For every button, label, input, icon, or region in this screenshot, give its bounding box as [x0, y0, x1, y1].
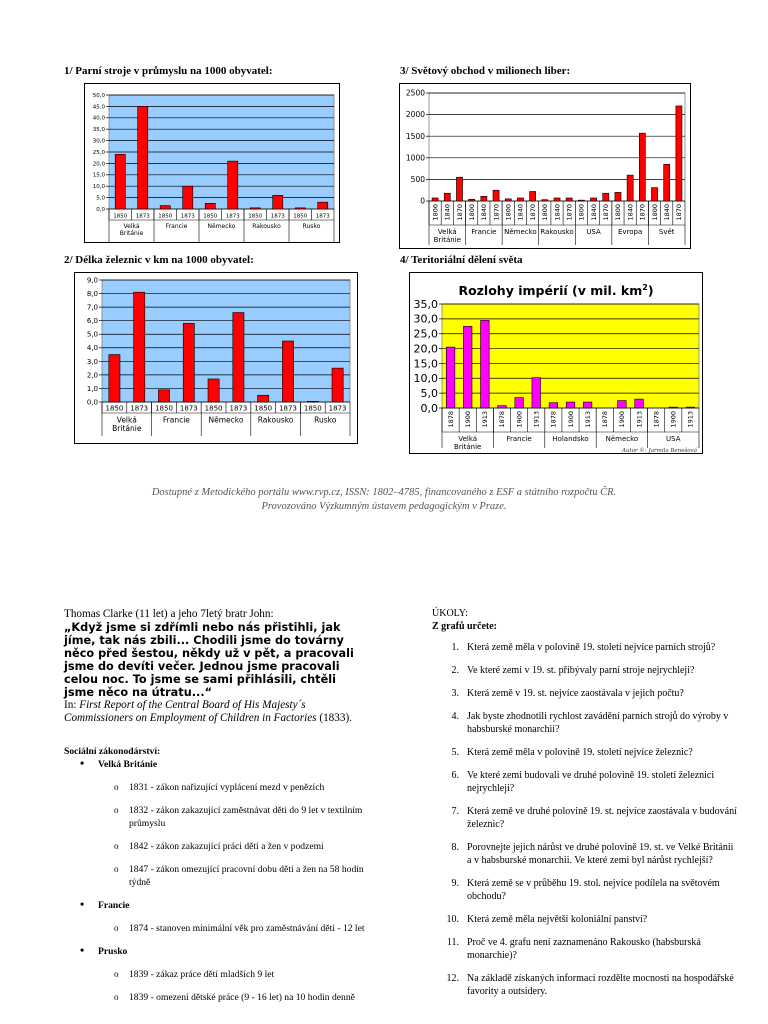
y-tick-label: 0 — [420, 196, 425, 206]
task-text: Jak byste zhodnotili rychlost zavádění parních strojů do výroby v habsburské monarchii? — [467, 711, 729, 735]
task-text: Která země měla v polovině 19. století nejvíce parních strojů? — [467, 642, 716, 653]
group-label: Francie — [162, 415, 190, 425]
x-tick-label: 1840 — [626, 204, 635, 221]
bar — [205, 203, 215, 209]
bar — [208, 379, 219, 402]
x-tick-label: 1873 — [328, 404, 347, 413]
y-tick-label: 8,0 — [86, 290, 98, 299]
empires-chart — [409, 272, 703, 454]
world-trade-chart — [399, 83, 691, 249]
x-tick-label: 1840 — [480, 204, 489, 221]
bar — [669, 407, 678, 408]
x-tick-label: 1913 — [686, 411, 695, 428]
group-label: Británie — [433, 236, 461, 244]
y-tick-label: 4,0 — [86, 344, 98, 353]
x-tick-label: 1873 — [315, 213, 330, 220]
task-number: 9. — [451, 878, 459, 889]
task-item — [432, 746, 740, 759]
chart-author: Autor ©: Jarmila Benešová — [621, 448, 697, 454]
bar — [183, 186, 193, 209]
task-text: Proč ve 4. grafu není zaznamenáno Rakousko (habsburská monarchie)? — [467, 937, 701, 961]
x-tick-label: 1870 — [455, 204, 464, 221]
x-tick-label: 1878 — [652, 411, 661, 428]
y-tick-label: 35,0 — [413, 297, 438, 311]
y-tick-label: 2000 — [405, 110, 425, 120]
x-tick-label: 1873 — [130, 404, 149, 413]
task-item — [432, 841, 740, 867]
chart-title-end: ) — [647, 283, 654, 298]
group-label: Rusko — [302, 223, 321, 230]
y-tick-label: 25,0 — [413, 327, 438, 341]
group-label: Německo — [605, 435, 639, 443]
bar — [160, 206, 170, 209]
group-label: USA — [586, 228, 601, 236]
y-tick-label: 10,0 — [92, 184, 105, 191]
country-great-britain: • Velká Británie — [80, 758, 429, 771]
x-tick-label: 1878 — [601, 411, 610, 428]
task-item — [432, 664, 740, 677]
bar — [481, 196, 487, 201]
railways-chart — [74, 272, 358, 444]
empires-chart-svg — [409, 272, 703, 454]
group-label: Rakousko — [257, 415, 294, 425]
x-tick-label: 1873 — [225, 213, 240, 220]
group-label: Svět — [658, 228, 675, 236]
task-number: 4. — [451, 711, 459, 722]
x-tick-label: 1913 — [635, 411, 644, 428]
bar — [664, 164, 670, 201]
bar — [639, 133, 645, 201]
bar — [233, 313, 244, 402]
steam-engines-chart-svg — [84, 83, 340, 243]
x-tick-label: 1800 — [504, 204, 513, 221]
x-tick-label: 1870 — [602, 204, 611, 221]
bar — [549, 403, 558, 408]
x-tick-label: 1850 — [105, 404, 124, 413]
x-tick-label: 1850 — [155, 404, 173, 413]
task-item — [432, 641, 740, 654]
bar — [566, 402, 575, 408]
laws-heading: Sociální zákonodárství: — [64, 746, 161, 757]
x-tick-label: 1878 — [446, 411, 455, 428]
task-number: 11. — [446, 937, 459, 948]
y-tick-label: 40,0 — [92, 115, 105, 122]
bar — [332, 368, 343, 402]
group-label: Německo — [504, 228, 537, 236]
bar — [258, 395, 269, 402]
task-text: Která země ve druhé polovině 19. st. nejvíce zaostávala v budování železnic? — [467, 806, 737, 830]
task-text: Která země měla největší koloniální panství? — [467, 914, 648, 925]
group-label: Velká — [437, 228, 457, 236]
task-text: Která země v 19. st. nejvíce zaostávala v jejich počtu? — [467, 688, 684, 699]
task-text: Porovnejte jejich nárůst ve druhé polovině 19. st. ve Velké Británii a v habsburské monarchii. Ve které zemi byl nárůst rychlejší? — [467, 842, 734, 866]
y-tick-label: 0,0 — [86, 398, 98, 407]
task-text: Ve které zemi v 19. st. přibývaly parní stroje nejrychleji? — [467, 665, 695, 676]
x-tick-label: 1800 — [650, 204, 659, 221]
group-label: Británie — [119, 230, 144, 237]
task-number: 3. — [451, 688, 459, 699]
y-tick-label: 3,0 — [86, 357, 98, 366]
law-item: o 1831 - zákon nařizující vyplácení mezd v penězích — [64, 781, 369, 794]
law-item: o 1842 - zákon zakazující práci dětí a žen v podzemí — [64, 840, 369, 853]
x-tick-label: 1913 — [532, 411, 541, 428]
group-label: USA — [666, 435, 681, 443]
law-item: o 1847 - zákon omezující pracovní dobu dětí a žen na 58 hodin týdně — [64, 863, 369, 889]
law-item: o 1839 - omezení dětské práce (9 - 16 let) na 10 hodin denně — [64, 991, 429, 1004]
group-label: Francie — [165, 223, 188, 230]
y-tick-label: 20,0 — [413, 342, 438, 356]
x-tick-label: 1873 — [135, 213, 150, 220]
group-label: Rusko — [314, 415, 337, 425]
group-label: Francie — [506, 435, 532, 443]
bar — [651, 188, 657, 201]
y-tick-label: 45,0 — [92, 104, 105, 111]
task-number: 12. — [446, 973, 459, 984]
group-label: Francie — [471, 228, 497, 236]
group-label: Velká — [458, 435, 478, 443]
task-number: 10. — [446, 914, 459, 925]
bar — [295, 208, 305, 209]
bar — [282, 341, 293, 402]
bar — [686, 407, 695, 408]
x-tick-label: 1900 — [515, 411, 524, 428]
task-item — [432, 913, 740, 926]
x-tick-label: 1850 — [203, 213, 218, 220]
task-list — [432, 641, 740, 998]
task-text: Která země se v průběhu 19. stol. nejvíce podílela na světovém obchodu? — [467, 878, 720, 902]
x-tick-label: 1800 — [614, 204, 623, 221]
group-label: Evropa — [617, 228, 643, 236]
task-text: Na základě získaných informací rozdělte mocnosti na hospodářské favority a outsidery. — [467, 973, 734, 997]
footer-line-2: Provozováno Výzkumným ústavem pedagogickým v Praze. — [261, 501, 507, 512]
task-item — [432, 972, 740, 998]
bar — [109, 355, 120, 402]
bar — [183, 323, 194, 402]
y-tick-label: 1000 — [405, 153, 425, 163]
y-tick-label: 9,0 — [86, 276, 98, 285]
bar — [615, 192, 621, 201]
bar — [566, 198, 572, 201]
task-text: Která země měla v polovině 19. století nejvíce železnic? — [467, 747, 693, 758]
task-number: 2. — [451, 665, 459, 676]
x-tick-label: 1900 — [463, 411, 472, 428]
bar — [627, 175, 633, 201]
y-tick-label: 35,0 — [92, 127, 105, 134]
tasks-subheading: Z grafů určete: — [432, 621, 497, 632]
task-text: Ve které zemi budovali ve druhé polovině 19. století železnici nejrychleji? — [467, 770, 715, 794]
bar — [618, 401, 627, 408]
bar — [517, 198, 523, 201]
y-tick-label: 500 — [410, 175, 425, 185]
group-label: Británie — [454, 443, 482, 451]
bar — [456, 177, 462, 201]
x-tick-label: 1878 — [549, 411, 558, 428]
group-label: Velká — [123, 223, 140, 230]
y-tick-label: 7,0 — [86, 303, 98, 312]
bar — [591, 198, 597, 201]
bar — [603, 193, 609, 201]
y-tick-label: 1500 — [405, 131, 425, 141]
bar — [158, 390, 169, 402]
x-tick-label: 1873 — [229, 404, 248, 413]
x-tick-label: 1850 — [158, 213, 173, 220]
bar — [138, 106, 148, 209]
x-tick-label: 1913 — [481, 411, 490, 428]
chart-3-heading: 3/ Světový obchod v milionech liber: — [400, 65, 571, 77]
footer-line-1: Dostupné z Metodického portálu www.rvp.cz, ISSN: 1802–4785, financovaného z ESF a státního rozpočtu ČR. — [151, 487, 617, 498]
y-tick-label: 1,0 — [86, 384, 98, 393]
y-tick-label: 2500 — [405, 88, 425, 98]
bar — [554, 198, 560, 201]
y-tick-label: 5,0 — [420, 386, 438, 400]
x-tick-label: 1840 — [516, 204, 525, 221]
source-year: (1833). — [316, 712, 352, 724]
bar — [307, 401, 318, 402]
task-item — [432, 877, 740, 903]
x-tick-label: 1850 — [113, 213, 128, 220]
bar — [273, 195, 283, 209]
bar — [542, 200, 548, 201]
x-tick-label: 1850 — [254, 404, 273, 413]
country-prussia: • Prusko — [80, 945, 429, 958]
plot-area — [429, 93, 685, 201]
bar — [505, 199, 511, 201]
bar — [498, 406, 507, 408]
y-tick-label: 30,0 — [413, 312, 438, 326]
bar — [530, 191, 536, 201]
x-tick-label: 1870 — [675, 204, 684, 221]
bar — [444, 193, 450, 201]
task-item — [432, 936, 740, 962]
x-tick-label: 1840 — [589, 204, 598, 221]
y-tick-label: 50,0 — [92, 92, 105, 99]
group-label: Rakousko — [252, 223, 281, 230]
task-number: 7. — [451, 806, 459, 817]
x-tick-label: 1850 — [204, 404, 223, 413]
chart-title — [458, 283, 653, 298]
x-tick-label: 1900 — [618, 411, 627, 428]
chart-title-text: Rozlohy impérií (v mil. km — [458, 283, 643, 298]
source-prefix: In: — [64, 699, 80, 711]
x-tick-label: 1878 — [498, 411, 507, 428]
x-tick-label: 1800 — [431, 204, 440, 221]
bar — [469, 199, 475, 201]
x-tick-label: 1913 — [583, 411, 592, 428]
x-tick-label: 1800 — [541, 204, 550, 221]
bar — [250, 208, 260, 209]
bar — [228, 161, 238, 209]
bar — [493, 190, 499, 201]
x-tick-label: 1873 — [179, 404, 198, 413]
tasks-heading: ÚKOLY: — [432, 608, 468, 619]
story-source — [64, 699, 364, 725]
group-label: Německo — [207, 223, 236, 230]
x-tick-label: 1870 — [492, 204, 501, 221]
y-tick-label: 15,0 — [413, 357, 438, 371]
x-tick-label: 1840 — [443, 204, 452, 221]
task-number: 5. — [451, 747, 459, 758]
bar — [446, 347, 455, 408]
law-item: o 1874 - stanoven minimální věk pro zaměstnávání dětí - 12 let — [64, 922, 369, 935]
story-intro: Thomas Clarke (11 let) a jeho 7letý bratr John: — [64, 608, 274, 620]
x-tick-label: 1873 — [279, 404, 297, 413]
task-item — [432, 805, 740, 831]
x-tick-label: 1873 — [270, 213, 285, 220]
chart-2-heading: 2/ Délka železnic v km na 1000 obyvatel: — [64, 254, 254, 266]
y-tick-label: 15,0 — [92, 172, 105, 179]
y-tick-label: 5,0 — [86, 330, 98, 339]
task-item — [432, 710, 740, 736]
task-number: 8. — [451, 842, 459, 853]
x-tick-label: 1870 — [565, 204, 574, 221]
y-tick-label: 30,0 — [92, 138, 105, 145]
bar — [676, 106, 682, 201]
group-label: Holandsko — [552, 435, 589, 443]
railways-chart-svg — [74, 272, 358, 444]
task-number: 1. — [451, 642, 459, 653]
x-tick-label: 1800 — [467, 204, 476, 221]
bar — [515, 398, 524, 408]
bar — [134, 292, 145, 402]
portal-footer — [0, 486, 768, 514]
y-tick-label: 0,0 — [96, 206, 105, 213]
chart-title-sup: 2 — [642, 283, 648, 292]
bar — [635, 399, 644, 408]
x-tick-label: 1870 — [528, 204, 537, 221]
bar — [578, 200, 584, 201]
task-item — [432, 769, 740, 795]
x-tick-label: 1873 — [180, 213, 195, 220]
x-tick-label: 1900 — [669, 411, 678, 428]
social-laws-section — [64, 745, 429, 1004]
x-tick-label: 1840 — [662, 204, 671, 221]
bar — [583, 402, 592, 408]
law-item: o 1832 - zákon zakazující zaměstnávat děti do 9 let v textilním průmyslu — [64, 804, 369, 830]
chart-1-heading: 1/ Parní stroje v průmyslu na 1000 obyvatel: — [64, 65, 273, 77]
x-tick-label: 1900 — [566, 411, 575, 428]
x-tick-label: 1800 — [577, 204, 586, 221]
group-label: Británie — [112, 424, 142, 433]
law-item: o 1839 - zákaz práce dětí mladších 9 let — [64, 968, 369, 981]
x-tick-label: 1840 — [553, 204, 562, 221]
x-tick-label: 1850 — [293, 213, 308, 220]
source-title: First Report of the Central Board of His Majesty´s Commissioners on Employment of Children in Factories — [64, 699, 317, 724]
x-tick-label: 1850 — [303, 404, 322, 413]
tasks-section — [432, 607, 740, 998]
bar — [432, 198, 438, 201]
bar — [115, 154, 125, 209]
group-label: Rakousko — [540, 228, 574, 236]
chart-4-heading: 4/ Teritoriální dělení světa — [400, 254, 523, 266]
story-section — [64, 608, 364, 725]
y-tick-label: 20,0 — [92, 161, 105, 168]
y-tick-label: 0,0 — [420, 401, 438, 415]
y-tick-label: 10,0 — [413, 372, 438, 386]
world-trade-chart-svg — [399, 83, 691, 249]
bar — [318, 202, 328, 209]
group-label: Velká — [116, 415, 137, 425]
y-tick-label: 5,0 — [96, 195, 105, 202]
bar — [532, 378, 541, 408]
y-tick-label: 6,0 — [86, 317, 98, 326]
bar — [463, 326, 472, 408]
task-number: 6. — [451, 770, 459, 781]
y-tick-label: 2,0 — [86, 371, 98, 380]
story-quote: „Když jsme si zdřímli nebo nás přistihli, jak jíme, tak nás zbili... Chodili jsme do továrny něco před šestou, někdy už v pět, a pracovali jsme do devíti večer. Jednou jsme pracovali celou noc. To jsme se sami přihlásili, chtěli jsme něco na útratu...“ — [64, 621, 354, 699]
y-tick-label: 25,0 — [92, 149, 105, 156]
x-tick-label: 1870 — [638, 204, 647, 221]
steam-engines-chart — [84, 83, 340, 243]
x-tick-label: 1850 — [248, 213, 263, 220]
country-france: • Francie — [80, 899, 429, 912]
group-label: Německo — [208, 415, 244, 425]
bar — [481, 320, 490, 408]
task-item — [432, 687, 740, 700]
